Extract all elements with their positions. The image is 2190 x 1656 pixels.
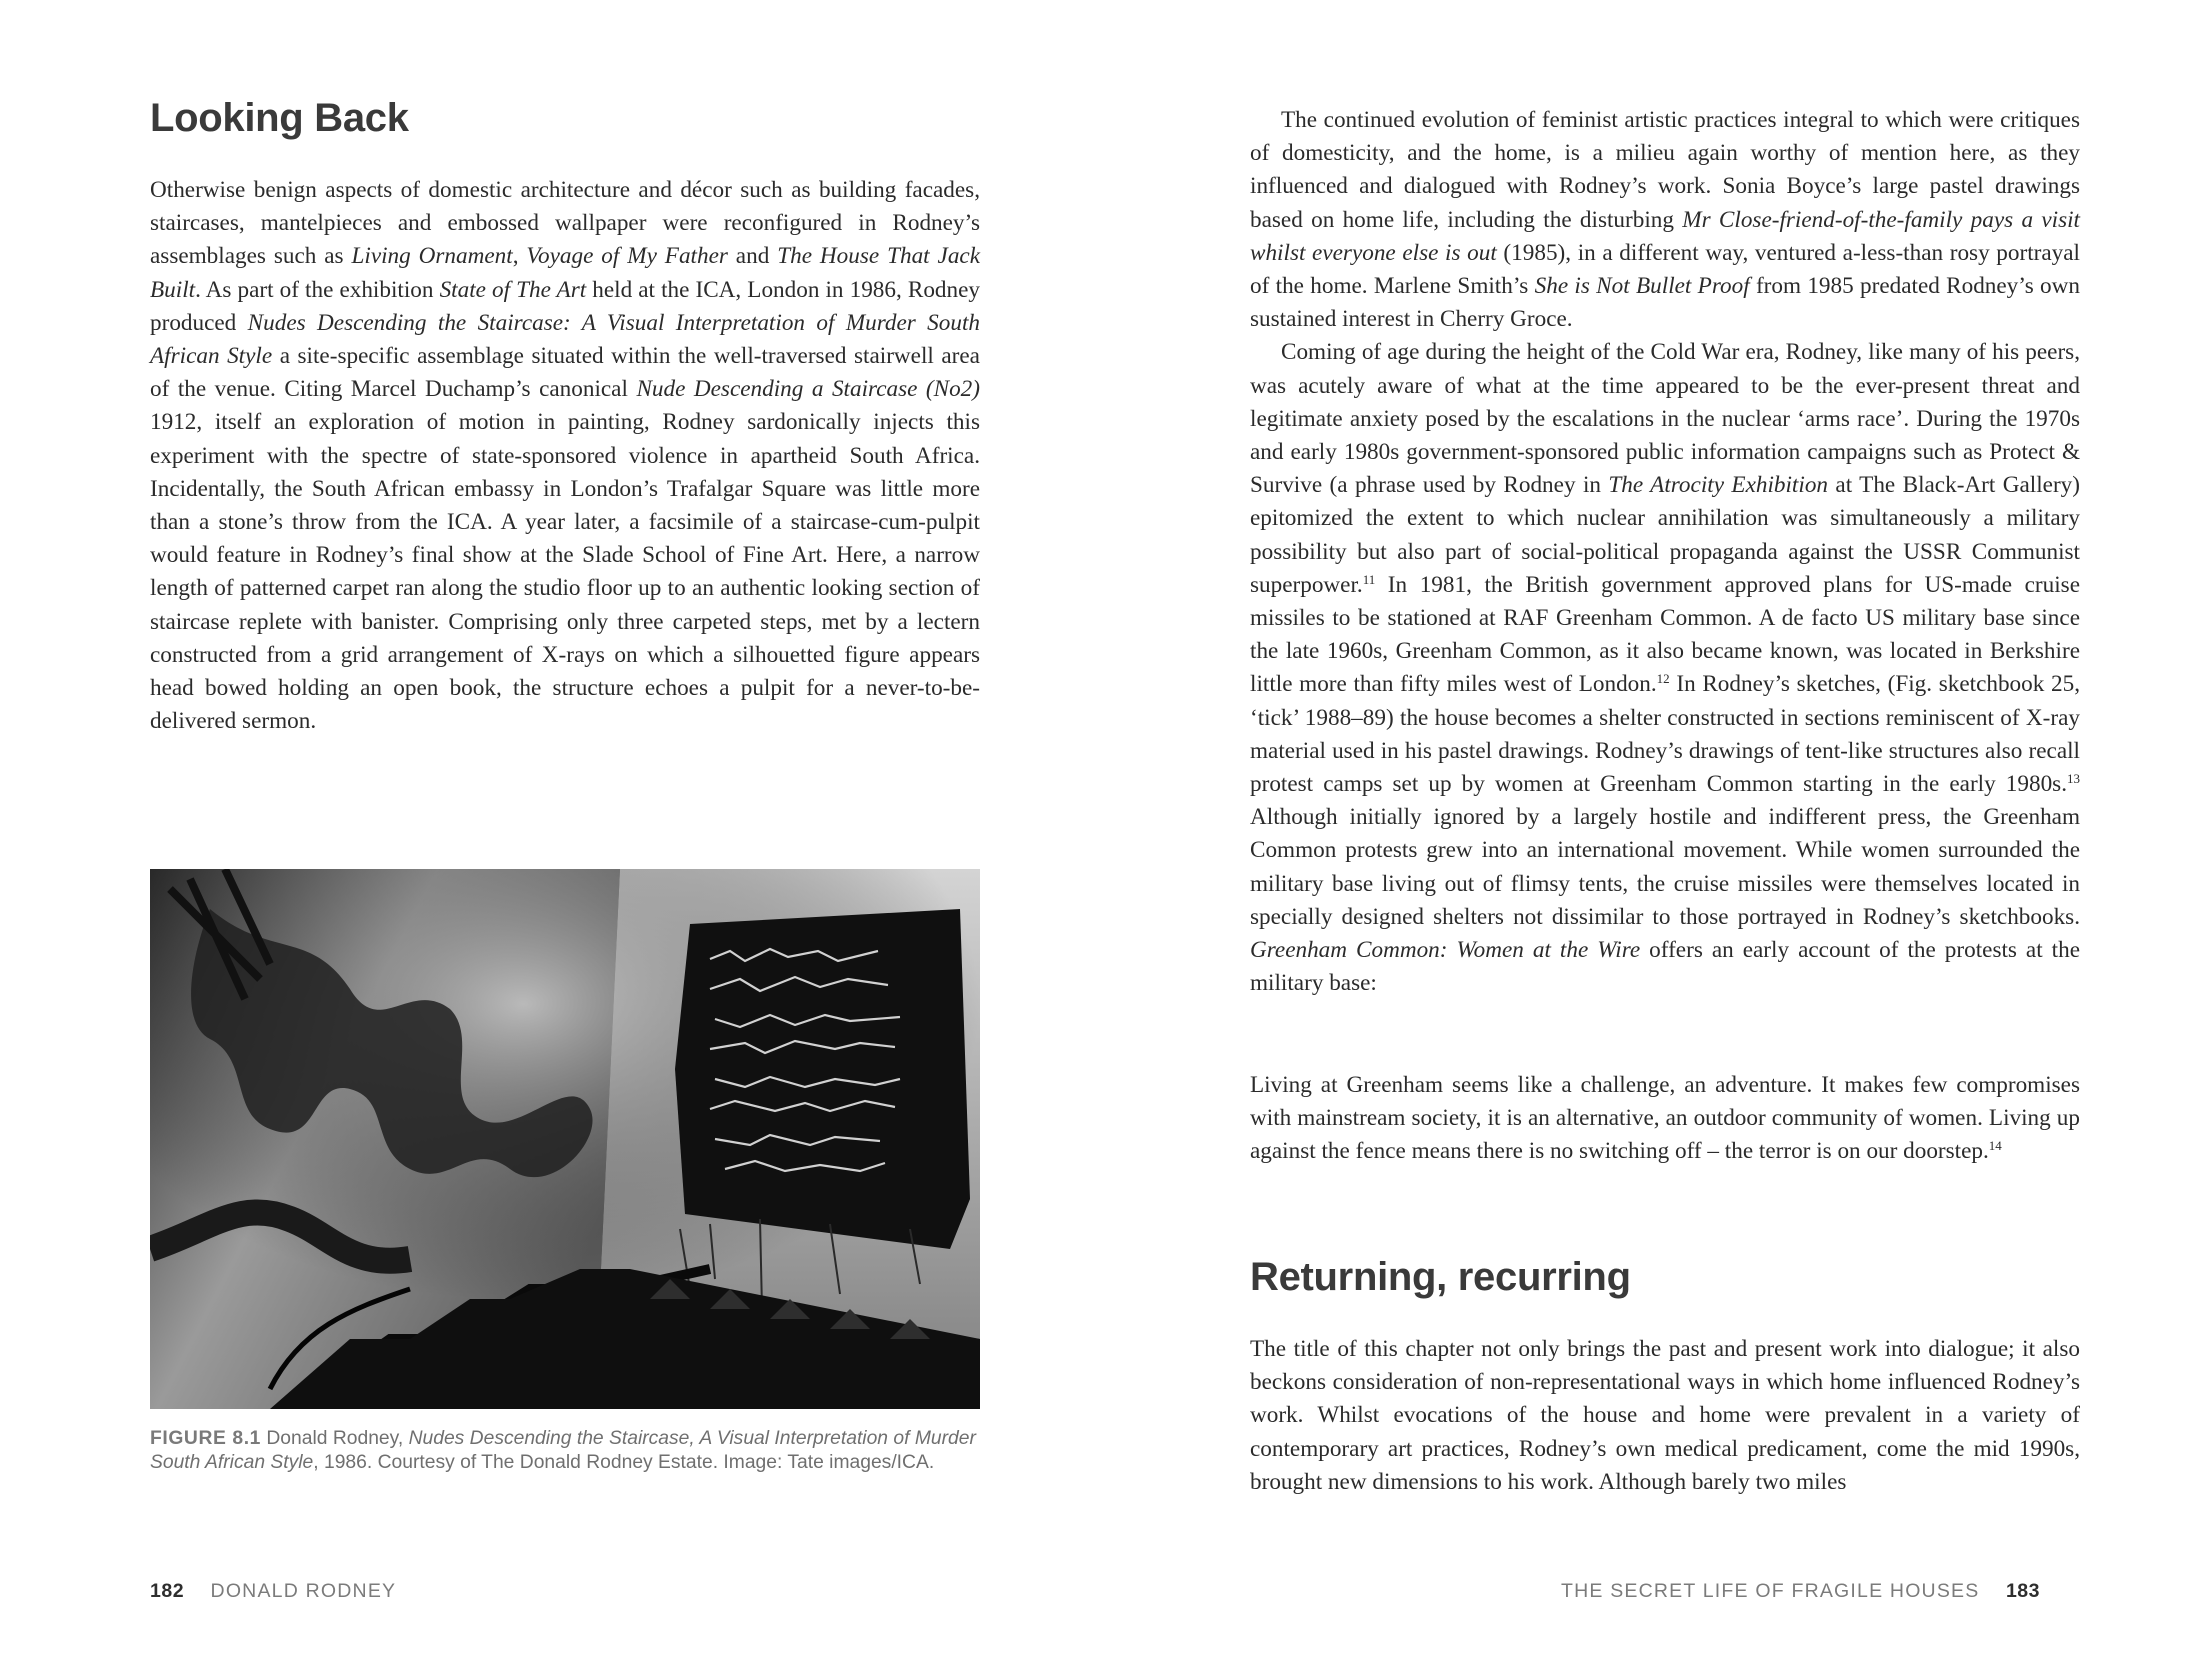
page-number: 183 [2005, 1580, 2040, 1602]
italic-title: She is Not Bullet Proof [1534, 273, 1750, 300]
block-quote [1250, 1069, 2080, 1169]
text-run: from 1985 predated Rodney’s own sustained interest in Cherry Groce. [1250, 273, 2080, 333]
text-run: Otherwise benign aspects of domestic architecture and décor such as building facades, staircases, mantelpieces and embossed wallpaper were reconfigured in Rodney’s assemblages such as [150, 177, 980, 270]
footnote-ref: 12 [1656, 671, 1670, 687]
staircase-artwork-photo [150, 869, 980, 1409]
section-heading-looking-back: Looking Back [150, 96, 409, 140]
text-run: In Rodney’s sketches, (Fig. sketchbook 25, ‘tick’ 1988–89) the house becomes a shelter constructed in sections reminiscent of X-ray material used in his pastel drawings. Rodney’s drawings of tent-like structures also recall protest camps set up by women at Greenham Common starting in the early 1980s. [1250, 671, 2080, 798]
italic-title: Mr Close-friend-of-the-family pays a visit whilst everyone else is out [1250, 206, 2080, 266]
page-number: 182 [150, 1580, 185, 1602]
text-run: and [727, 243, 778, 270]
text-run: Donald Rodney, [266, 1428, 409, 1449]
left-footer [150, 1580, 396, 1603]
quote-text [1250, 1069, 2080, 1169]
figure-caption [150, 1427, 980, 1475]
italic-title: Nude Descending a Staircase (No2) [636, 376, 980, 403]
text-run: held at the ICA, London in 1986, Rodney produced [150, 276, 980, 336]
figure-label: FIGURE 8.1 [150, 1428, 262, 1449]
text-run: Although initially ignored by a largely hostile and indifferent press, the Greenham Common protests grew into an international movement. While women surrounded the military base living out of flimsy tents, the cruise missiles were themselves located in specially designed shelters not dissimilar to those portrayed in Rodney’s sketchbooks. [1250, 804, 2080, 930]
text-run: The continued evolution of feminist artistic practices integral to which were critiques of domesticity, and the home, is a milieu again worthy of mention here, as they influenced and dialogued with Rodney’s work. Sonia Boyce’s large pastel drawings based on home life, including the disturbing [1250, 107, 2080, 233]
paragraph [1250, 104, 2080, 336]
italic-title: The House That Jack Built [150, 243, 980, 303]
text-run: , 1986. Courtesy of The Donald Rodney Estate. Image: Tate images/ICA. [313, 1452, 935, 1473]
right-footer [1561, 1580, 2040, 1603]
right-body-text-2 [1250, 1333, 2080, 1499]
text-run: a site-specific assemblage situated within the well-traversed stairwell area of the venue. Citing Marcel Duchamp’s canonical [150, 343, 980, 403]
paragraph [150, 174, 980, 738]
right-body-text [1250, 104, 2080, 1000]
text-run: , [512, 243, 527, 270]
section-heading-returning-recurring: Returning, recurring [1250, 1255, 1631, 1299]
text-run: (1985), in a different way, ventured a-less-than rosy portrayal of the home. Marlene Smith’s [1250, 239, 2081, 300]
figure-caption-text [150, 1428, 976, 1473]
italic-title: Nudes Descending the Staircase, A Visual Interpretation of Murder South African Style [150, 1428, 976, 1473]
text-run: Coming of age during the height of the Cold War era, Rodney, like many of his peers, was acutely aware of what at the time appeared to be the ever-present threat and legitimate anxiety posed by the escalations in the nuclear ‘arms race’. During the 1970s and early 1980s government-sponsored public information campaigns such as Protect & Survive (a phrase used by Rodney in [1250, 339, 2080, 499]
italic-title: Greenham Common: Women at the Wire [1250, 937, 1641, 964]
figure-photo [150, 869, 980, 1409]
text-run: 1912, itself an exploration of motion in painting, Rodney sardonically injects this experiment with the spectre of state-sponsored violence in apartheid South Africa. Incidentally, the South African embassy in London’s Trafalgar Square was little more than a stone’s throw from the ICA. A year later, a facsimile of a staircase-cum-pulpit would feature in Rodney’s final show at the Slade School of Fine Art. Here, a narrow length of patterned carpet ran along the studio floor up to an authentic looking section of staircase replete with banister. Comprising only three carpeted steps, met by a lectern constructed from a grid arrangement of X-rays on which a silhouetted figure appears head bowed holding an open book, the structure echoes a pulpit for a never-to-be-delivered sermon. [150, 409, 980, 735]
running-head: THE SECRET LIFE OF FRAGILE HOUSES [1560, 1580, 1980, 1602]
paragraph [1250, 336, 2080, 1000]
text-run: In 1981, the British government approved plans for US-made cruise missiles to be stationed at RAF Greenham Common. A de facto US military base since the late 1960s, Greenham Common, as it also became known, was located in Berkshire little more than fifty miles west of London. [1250, 571, 2080, 698]
text-run: at The Black-Art Gallery) epitomized the extent to which nuclear annihilation was simultaneously a military possibility but also part of social-political propaganda against the USSR Communist superpower. [1250, 472, 2080, 598]
left-body-text [150, 174, 980, 738]
running-head: DONALD RODNEY [210, 1580, 397, 1602]
footnote-ref: 11 [1362, 571, 1376, 587]
right-page [1095, 0, 2190, 1656]
text-run: . As part of the exhibition [195, 276, 440, 303]
italic-title: State of The Art [439, 276, 587, 303]
italic-title: The Atrocity Exhibition [1608, 472, 1829, 499]
footnote-ref: 14 [1988, 1138, 2002, 1154]
text-run: The title of this chapter not only brings the past and present work into dialogue; it also beckons consideration of non-representational ways in which home influenced Rodney’s work. Whilst evocations of the house and home were prevalent in a variety of contemporary art practices, Rodney’s own medical predicament, come the mid 1990s, brought new dimensions to his work. Although barely two miles [1250, 1336, 2080, 1495]
paragraph [1250, 1333, 2080, 1499]
italic-title: Nudes Descending the Staircase: A Visual Interpretation of Murder South African Style [150, 309, 981, 370]
italic-title: Voyage of My Father [526, 243, 728, 270]
text-run: Living at Greenham seems like a challenge, an adventure. It makes few compromises with mainstream society, it is an alternative, an outdoor community of women. Living up against the fence means there is no switching off – the terror is on our doorstep. [1250, 1072, 2080, 1165]
text-run: offers an early account of the protests at the military base: [1250, 937, 2080, 997]
footnote-ref: 13 [2067, 771, 2080, 787]
italic-title: Living Ornament [351, 243, 513, 270]
